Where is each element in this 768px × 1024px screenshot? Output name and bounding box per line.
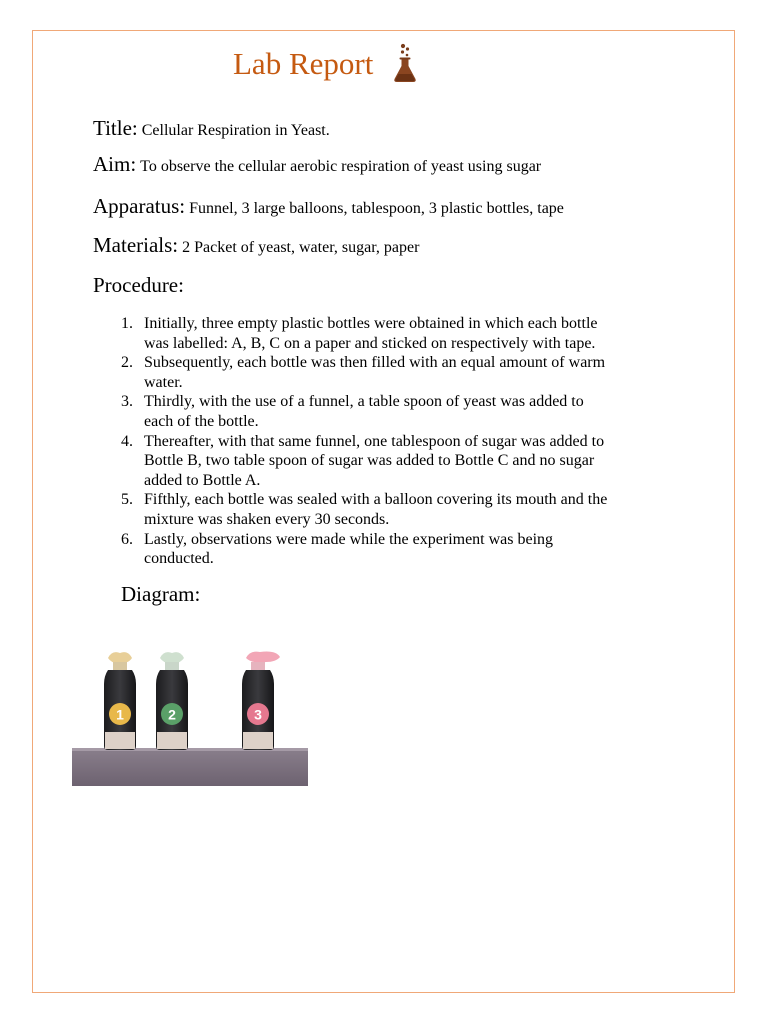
balloon-1 [108,652,132,663]
procedure-heading: Procedure: [93,273,184,297]
bottle-neck [165,662,179,670]
procedure-step [121,530,681,569]
bottle-liquid [105,732,135,749]
aim-field [93,154,541,175]
step-number: 5. [121,491,133,509]
balloon-3 [246,652,280,663]
materials-value: 2 Packet of yeast, water, sugar, paper [182,239,420,256]
document-title: Lab Report [233,45,374,81]
badge-label-2: 2 [168,706,176,723]
step-line: Bottle B, two table spoon of sugar was added to Bottle C and no sugar [144,452,595,470]
step-line: Subsequently, each bottle was then filled with an equal amount of warm [144,354,606,372]
apparatus-value: Funnel, 3 large balloons, tablespoon, 3 plastic bottles, tape [189,200,564,217]
step-number: 3. [121,393,133,411]
bottle-1 [104,652,136,750]
bottle-neck [113,662,127,670]
apparatus-field [93,196,564,217]
procedure-step [121,432,681,491]
procedure-step [121,392,681,431]
step-number: 4. [121,432,133,450]
bottle-liquid [243,732,273,749]
procedure-step [121,490,681,529]
step-number: 2. [121,354,133,372]
title-block [233,40,418,86]
step-line: water. [144,373,183,391]
bottle-3 [242,652,280,750]
diagram-heading: Diagram: [121,582,201,606]
step-line: each of the bottle. [144,412,259,430]
badge-label-1: 1 [116,706,124,723]
balloon-2 [160,652,184,663]
apparatus-label: Apparatus: [93,194,186,218]
title-value: Cellular Respiration in Yeast. [141,122,330,139]
aim-value: To observe the cellular aerobic respiration of yeast using sugar [140,158,542,175]
procedure-list [121,314,681,569]
step-line: Lastly, observations were made while the experiment was being [144,530,554,548]
step-line: Thirdly, with the use of a funnel, a table spoon of yeast was added to [144,393,584,411]
materials-label: Materials: [93,233,179,257]
title-field [93,118,330,139]
title-label: Title: [93,116,138,140]
step-line: Fifthly, each bottle was sealed with a balloon covering its mouth and the [144,491,608,509]
badge-label-3: 3 [254,706,262,723]
flask-icon [392,43,418,83]
step-number: 6. [121,530,133,548]
bottle-neck [251,662,265,670]
step-line: conducted. [144,550,214,568]
procedure-step [121,353,681,392]
step-line: Thereafter, with that same funnel, one tablespoon of sugar was added to [144,432,605,450]
aim-label: Aim: [93,152,137,176]
shelf [72,748,308,786]
materials-field [93,235,419,256]
procedure-step [121,314,681,353]
bottle-liquid [157,732,187,749]
step-line: Initially, three empty plastic bottles were obtained in which each bottle [144,315,598,332]
step-number: 1. [121,315,133,332]
yeast-bottles-image [72,648,308,786]
step-line: was labelled: A, B, C on a paper and sticked on respectively with tape. [144,334,596,352]
step-line: mixture was shaken every 30 seconds. [144,510,390,528]
step-line: added to Bottle A. [144,471,261,489]
bottle-2 [156,652,188,750]
